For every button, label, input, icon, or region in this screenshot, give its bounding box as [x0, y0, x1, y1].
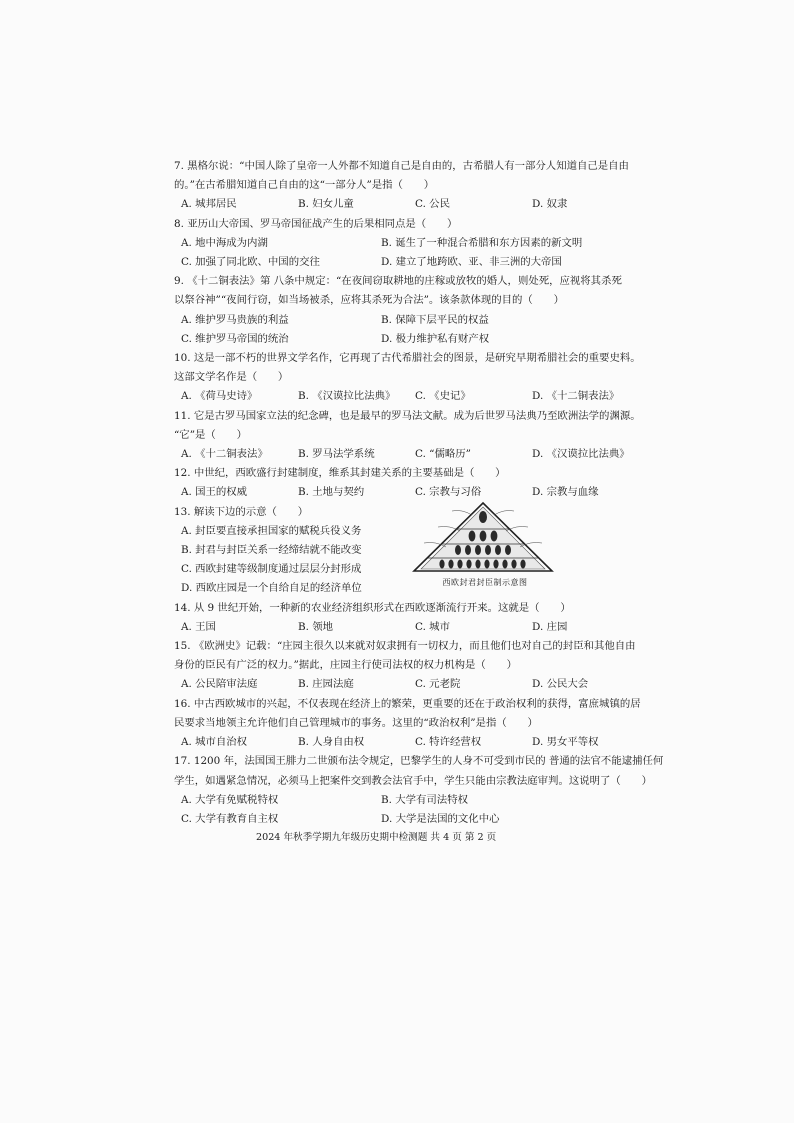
question-17-options-row-2: [174, 810, 644, 829]
option-c: C. 西欧封建等级制度通过层层分封形成: [181, 563, 362, 576]
question-10-text-2: 这部文学名作是（ ）: [174, 371, 289, 384]
question-10-text-1: 10. 这是一部不朽的世界文学名作，它再现了古代希腊社会的图景，是研究早期希腊社会的重要史料。: [174, 352, 641, 365]
option-a: A. 维护罗马贵族的利益: [181, 313, 289, 326]
option-b: B. 妇女儿童: [298, 198, 354, 211]
option-a: A. 国王的权威: [181, 486, 248, 499]
option-a: A. 封臣要直接承担国家的赋税兵役义务: [181, 524, 362, 537]
question-15-text-1: 15. 《欧洲史》记载：“庄园主很久以来就对奴隶拥有一切权力，而且他们也对自己的封臣和其他自由: [174, 640, 636, 653]
option-b: B. 土地与契约: [298, 486, 365, 499]
option-a: A. 公民陪审法庭: [181, 678, 258, 691]
question-16-text-2: 民要求当地领主允许他们自己管理城市的事务。这里的“政治权利”是指（ ）: [174, 716, 538, 729]
option-d: D. 建立了地跨欧、亚、非三洲的大帝国: [381, 256, 562, 269]
option-d: D. 男女平等权: [532, 736, 599, 749]
page-footer: 2024 年秋季学期九年级历史期中检测题 共 4 页 第 2 页: [256, 832, 497, 843]
questions-area: [174, 157, 664, 829]
question-11-text-2: “它”是（ ）: [174, 428, 247, 441]
question-14-text-1: 14. 从 9 世纪开始，一种新的农业经济组织形式在西欧逐渐流行开来。这就是（ ）: [174, 601, 571, 614]
option-c: C. 宗教与习俗: [415, 486, 482, 499]
question-9-options-row-1: [174, 311, 644, 330]
option-c: C. 大学有教育自主权: [181, 812, 279, 825]
option-b: B. 庄园法庭: [298, 678, 354, 691]
option-a: A. 《荷马史诗》: [181, 390, 258, 403]
question-15-text-2: 身份的臣民有广泛的权力。”据此，庄园主行使司法权的权力机构是（ ）: [174, 659, 517, 672]
option-b: B. 诞生了一种混合希腊和东方因素的新文明: [381, 236, 583, 249]
question-12-text-1: 12. 中世纪，西欧盛行封建制度，维系其封建关系的主要基础是（ ）: [174, 467, 506, 480]
question-7-text-1: 7. 黑格尔说：“中国人除了皇帝一人外都不知道自己是自由的，古希腊人有一部分人知道自己是自由: [174, 160, 629, 172]
question-17-text-1: 17. 1200 年，法国国王腓力二世颁布法令规定，巴黎学生的人身不可受到市民的 普通的法官不能逮捕任何: [174, 755, 664, 768]
option-a: A. 城邦居民: [181, 198, 237, 211]
option-b: B. 《汉谟拉比法典》: [298, 390, 396, 403]
option-b: B. 大学有司法特权: [381, 793, 468, 806]
question-8-text-1: 8. 亚历山大帝国、罗马帝国征战产生的后果相同点是（ ）: [174, 217, 458, 230]
question-16: [174, 695, 644, 753]
figure-caption: 西欧封君封臣制示意图: [442, 577, 528, 587]
option-d: D. 西欧庄园是一个自给自足的经济单位: [181, 582, 362, 595]
question-10-options: [174, 387, 644, 406]
question-16-options: [174, 733, 644, 752]
option-d: D. 《汉谟拉比法典》: [532, 448, 630, 461]
option-c: C. 加强了同北欧、中国的交往: [181, 256, 320, 269]
question-9-text-1: 9. 《十二铜表法》第 八条中规定：“在夜间窃取耕地的庄稼或放牧的婚人，则处死，应视将其杀死: [174, 275, 622, 288]
option-c: C. “儒略历”: [415, 448, 471, 461]
question-8-options-row-2: [174, 253, 644, 272]
question-10: [174, 349, 644, 407]
question-9-options-row-2: [174, 330, 644, 349]
question-14-options: [174, 618, 644, 637]
option-c: C. 维护罗马帝国的统治: [181, 332, 289, 345]
option-b: B. 封君与封臣关系一经缔结就不能改变: [181, 544, 362, 557]
question-11-text-1: 11. 它是古罗马国家立法的纪念碑，也是最早的罗马法文献。成为后世罗马法典乃至欧洲法学的渊源。: [174, 409, 641, 422]
question-17: [174, 752, 664, 829]
option-b: B. 保障下层平民的权益: [381, 313, 489, 326]
option-a: A. 城市自治权: [181, 736, 248, 749]
option-a: A. 大学有免赋税特权: [181, 793, 279, 806]
question-8: [174, 215, 644, 273]
question-12: [174, 464, 644, 502]
question-8-options-row-1: [174, 234, 644, 253]
option-b: B. 罗马法学系统: [298, 448, 375, 461]
question-14: [174, 599, 644, 637]
question-17-options-row-1: [174, 791, 644, 810]
option-a: A. 王国: [181, 620, 216, 633]
feudal-pyramid-illustration: [402, 499, 564, 575]
question-13-text-1: 13. 解读下边的示意（ ）: [174, 505, 309, 518]
option-d: D. 庄园: [532, 620, 568, 633]
question-7: [174, 157, 644, 215]
option-c: C. 城市: [415, 620, 450, 633]
option-a: A. 地中海成为内湖: [181, 236, 268, 249]
question-9-text-2: 以祭谷神”“夜间行窃，如当场被杀，应将其杀死为合法”。该条款体现的目的（ ）: [174, 294, 564, 307]
option-d: D. 宗教与血缘: [532, 486, 599, 499]
question-7-text-2: 的。”在古希腊知道自己自由的这“一部分人”是指（ ）: [174, 179, 435, 192]
option-c: C. 公民: [415, 198, 450, 211]
option-c: C. 特许经营权: [415, 736, 482, 749]
option-c: C. 《史记》: [415, 390, 471, 403]
option-d: D. 奴隶: [532, 198, 568, 211]
option-b: B. 人身自由权: [298, 736, 365, 749]
question-11-options: [174, 445, 644, 464]
question-15-options: [174, 675, 644, 694]
option-d: D. 大学是法国的文化中心: [381, 812, 500, 825]
option-a: A. 《十二铜表法》: [181, 448, 268, 461]
feudal-hierarchy-figure: [402, 499, 564, 587]
question-9: [174, 272, 644, 349]
option-b: B. 领地: [298, 620, 334, 633]
question-16-text-1: 16. 中古西欧城市的兴起，不仅表现在经济上的繁荣，更重要的还在于政治权利的获得，富庶城镇的居: [174, 697, 641, 710]
question-15: [174, 637, 644, 695]
question-11: [174, 407, 644, 465]
question-7-options: [174, 195, 644, 214]
question-13: [174, 503, 644, 599]
option-d: D. 公民大会: [532, 678, 589, 691]
option-d: D. 《十二铜表法》: [532, 390, 620, 403]
question-17-text-2: 学生，如遇紧急情况，必须马上把案件交到教会法官手中，学生只能由宗教法庭审判。这说明了（ ）: [174, 774, 652, 787]
option-d: D. 极力维护私有财产权: [381, 332, 490, 345]
option-c: C. 元老院: [415, 678, 461, 691]
